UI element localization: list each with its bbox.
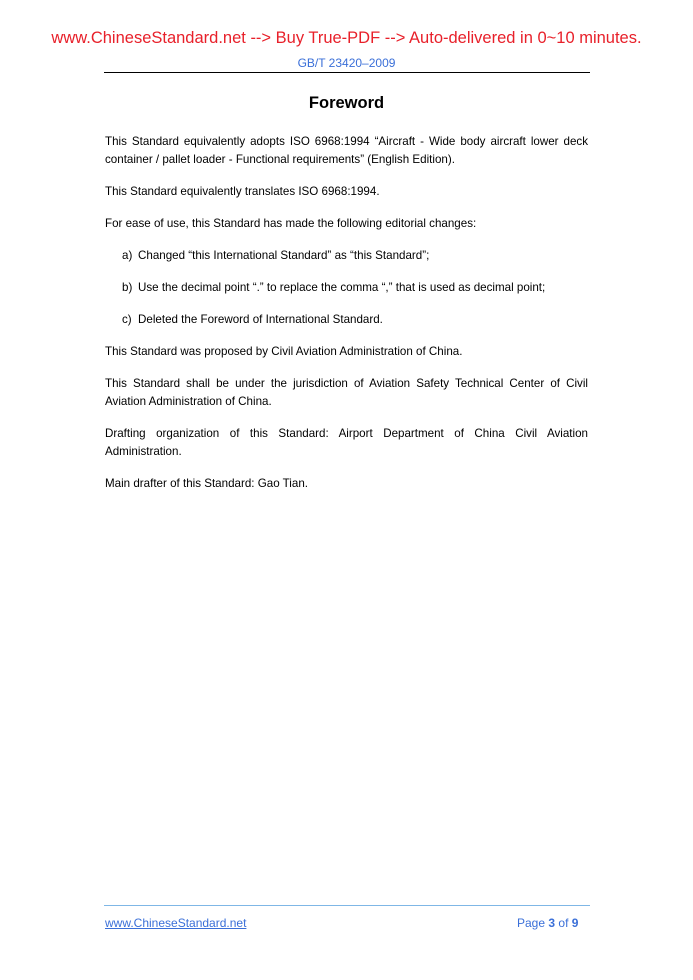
- list-item: [122, 279, 588, 297]
- list-marker: a): [122, 249, 133, 262]
- page-indicator: [517, 916, 578, 930]
- paragraph-jurisdiction: This Standard shall be under the jurisdiction of Aviation Safety Technical Center of Civil Aviation Administration of China.: [105, 377, 588, 408]
- page-current: 3: [548, 916, 556, 930]
- document-body: [105, 133, 588, 507]
- page-total: 9: [571, 916, 579, 930]
- paragraph-translation: This Standard equivalently translates ISO 6968:1994.: [105, 185, 380, 198]
- footer-website-link[interactable]: www.ChineseStandard.net: [105, 916, 247, 930]
- footer-divider: [104, 905, 590, 906]
- paragraph-editorial-intro: For ease of use, this Standard has made the following editorial changes:: [105, 217, 477, 230]
- list-item: [122, 247, 588, 265]
- page-title: Foreword: [308, 94, 385, 112]
- header-divider: [104, 72, 590, 73]
- paragraph-drafting-organization: Drafting organization of this Standard: Airport Department of China Civil Aviation Administration.: [105, 427, 588, 458]
- page-label: Page: [517, 916, 546, 930]
- list-item-text: Deleted the Foreword of International Standard.: [138, 313, 383, 326]
- list-item: [122, 311, 588, 329]
- page-of-label: of: [558, 916, 569, 930]
- paragraph-proposed-by: This Standard was proposed by Civil Aviation Administration of China.: [105, 345, 463, 358]
- list-item-text: Changed “this International Standard” as “this Standard”;: [138, 249, 430, 262]
- paragraph-adoption: This Standard equivalently adopts ISO 6968:1994 “Aircraft - Wide body aircraft lower deck container / pallet loader - Functional requirements” (English Edition).: [105, 135, 588, 166]
- list-item-text: Use the decimal point “.” to replace the comma “,” that is used as decimal point;: [138, 281, 546, 294]
- list-marker: b): [122, 281, 133, 294]
- standard-number: GB/T 23420–2009: [297, 56, 396, 70]
- list-marker: c): [122, 313, 132, 326]
- purchase-banner-link[interactable]: www.ChineseStandard.net --> Buy True-PDF --> Auto-delivered in 0~10 minutes.: [51, 29, 642, 47]
- paragraph-main-drafter: Main drafter of this Standard: Gao Tian.: [105, 477, 308, 490]
